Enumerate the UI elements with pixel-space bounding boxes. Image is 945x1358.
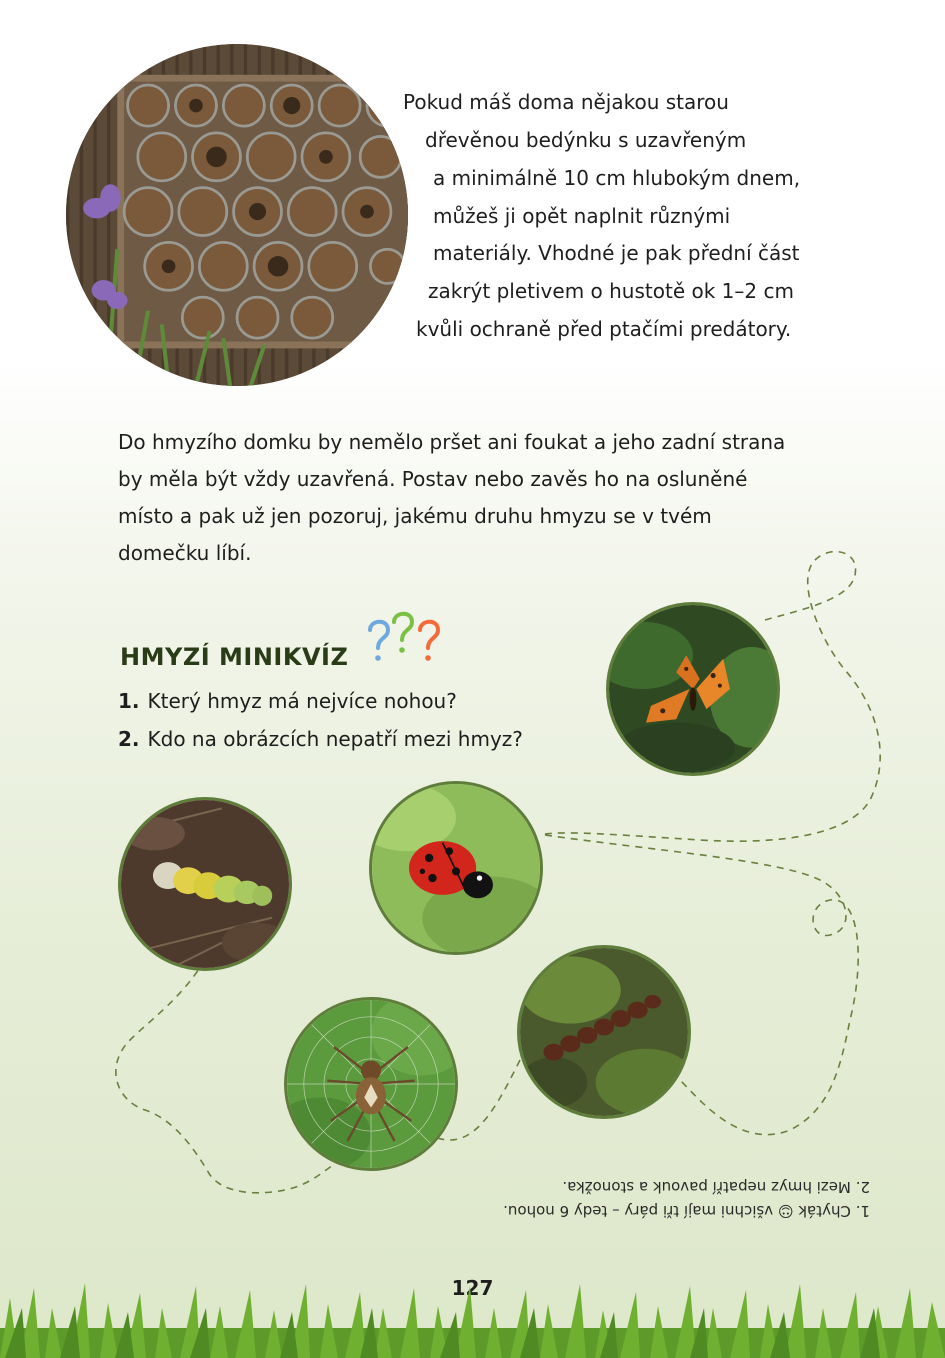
quiz-question-1 xyxy=(118,689,457,713)
page-number: 127 xyxy=(451,1276,494,1300)
answer-line: 1. Chyták ☺ všichni mají tři páry – tedy 6 nohou. xyxy=(503,1202,870,1220)
paragraph-line: Do hmyzího domku by nemělo pršet ani foukat a jeho zadní strana xyxy=(118,430,786,454)
quiz-title: HMYZÍ MINIKVÍZ xyxy=(120,643,349,671)
paragraph-line: domečku líbí. xyxy=(118,541,252,565)
grass-decoration xyxy=(0,1278,945,1358)
answer-line: 2. Mezi hmyz nepatří pavouk a stonožka. xyxy=(562,1178,870,1196)
intro-line: kvůli ochraně před ptačími predátory. xyxy=(416,317,792,341)
intro-line: můžeš ji opět naplnit různými xyxy=(433,204,731,228)
caterpillar-photo xyxy=(118,797,292,971)
insect-hotel-photo xyxy=(66,44,408,386)
question-number: 1. xyxy=(118,689,140,713)
intro-line: Pokud máš doma nějakou starou xyxy=(403,90,729,114)
body-paragraph xyxy=(118,424,878,572)
question-number: 2. xyxy=(118,727,140,751)
quiz-question-2 xyxy=(118,727,523,751)
question-text: Kdo na obrázcích nepatří mezi hmyz? xyxy=(147,727,523,751)
spider-photo xyxy=(284,997,458,1171)
intro-line: dřevěnou bedýnku s uzavřeným xyxy=(425,128,747,152)
intro-line: a minimálně 10 cm hlubokým dnem, xyxy=(433,166,801,190)
paragraph-line: by měla být vždy uzavřená. Postav nebo zavěs ho na osluněné xyxy=(118,467,748,491)
butterfly-photo xyxy=(606,602,780,776)
question-text: Který hmyz má nejvíce nohou? xyxy=(147,689,457,713)
paragraph-line: místo a pak už jen pozoruj, jakému druhu hmyzu se v tvém xyxy=(118,504,712,528)
intro-line: zakrýt pletivem o hustotě ok 1–2 cm xyxy=(428,279,794,303)
centipede-photo xyxy=(517,945,691,1119)
intro-line: materiály. Vhodné je pak přední část xyxy=(433,241,800,265)
ladybug-photo xyxy=(369,781,543,955)
question-marks-icon xyxy=(362,608,452,668)
upside-down-answers xyxy=(490,1175,870,1223)
